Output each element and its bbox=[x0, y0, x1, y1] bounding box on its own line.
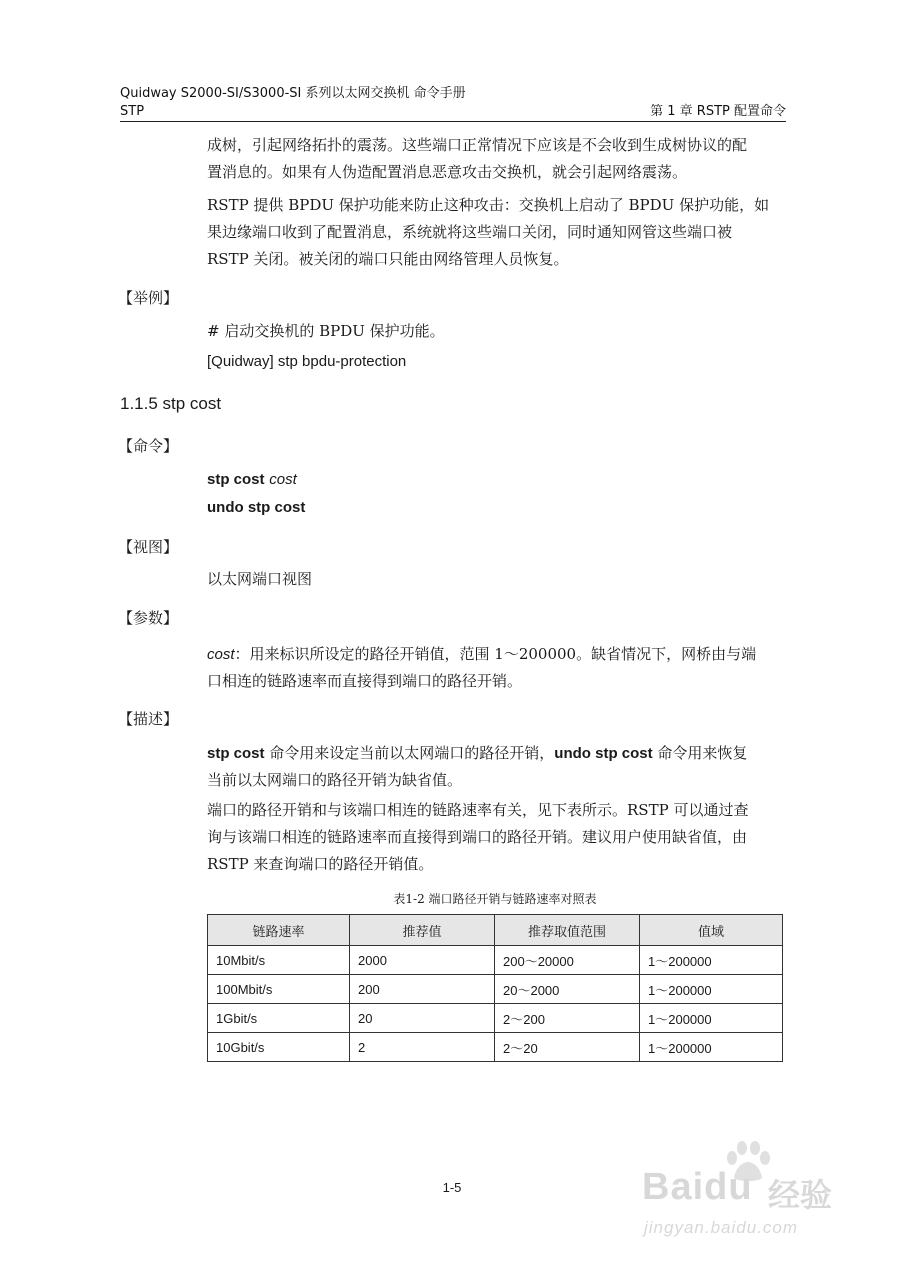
command-syntax-1: stp cost cost bbox=[207, 471, 297, 488]
table-row: 10Gbit/s 2 2～20 1～200000 bbox=[208, 1033, 783, 1062]
description-paragraph-1: stp cost 命令用来设定当前以太网端口的路径开销，undo stp cost 命令用来恢复 当前以太网端口的路径开销为缺省值。 bbox=[207, 744, 748, 789]
table-row: 1Gbit/s 20 2～200 1～200000 bbox=[208, 1004, 783, 1033]
description-paragraph-2: 端口的路径开销和与该端口相连的链路速率有关，见下表所示。RSTP 可以通过查 询与该端口相连的链路速率而直接得到端口的路径开销。建议用户使用缺省值，由 RSTP 来查询端口的路径开销值。 bbox=[207, 801, 749, 873]
intro-paragraph-1: 成树，引起网络拓扑的震荡。这些端口正常情况下应该是不会收到生成树协议的配 置消息的。如果有人伪造配置消息恶意攻击交换机，就会引起网络震荡。 bbox=[207, 136, 748, 181]
table-row: 10Mbit/s 2000 200～20000 1～200000 bbox=[208, 946, 783, 975]
header-recommended-range: 推荐取值范围 bbox=[495, 915, 640, 946]
description-label: 【描述】 bbox=[118, 710, 179, 728]
example-command: [Quidway] stp bpdu-protection bbox=[207, 353, 407, 370]
baidu-watermark bbox=[640, 1140, 870, 1240]
table-caption: 表1-2 端口路径开销与链路速率对照表 bbox=[393, 892, 597, 906]
watermark-url: jingyan.baidu.com bbox=[644, 1218, 799, 1237]
example-label: 【举例】 bbox=[118, 289, 179, 307]
params-label: 【参数】 bbox=[118, 609, 179, 627]
header-link-rate: 链路速率 bbox=[208, 915, 350, 946]
header-value-range: 值域 bbox=[640, 915, 783, 946]
section-label: STP bbox=[120, 104, 145, 119]
page-number: 1-5 bbox=[442, 1180, 462, 1195]
manual-title: Quidway S2000-SI/S3000-SI 系列以太网交换机 命令手册 bbox=[120, 86, 466, 101]
command-syntax-2: undo stp cost bbox=[207, 499, 306, 516]
view-text: 以太网端口视图 bbox=[207, 570, 313, 588]
example-comment: # 启动交换机的 BPDU 保护功能。 bbox=[207, 322, 445, 340]
command-label: 【命令】 bbox=[118, 437, 179, 455]
chapter-title: 第 1 章 RSTP 配置命令 bbox=[650, 104, 786, 119]
header-recommended: 推荐值 bbox=[350, 915, 495, 946]
header-rule bbox=[120, 121, 786, 122]
table-row: 100Mbit/s 200 20～2000 1～200000 bbox=[208, 975, 783, 1004]
watermark-brand-cn: 经验 bbox=[768, 1176, 833, 1214]
view-label: 【视图】 bbox=[118, 538, 179, 556]
table-header-row bbox=[208, 915, 783, 946]
path-cost-table bbox=[207, 914, 783, 1062]
intro-paragraph-2: RSTP 提供 BPDU 保护功能来防止这种攻击：交换机上启动了 BPDU 保护功能，如 果边缘端口收到了配置消息，系统就将这些端口关闭，同时通知网管这些端口被 RSTP 关闭。被关闭的端口只能由网络管理人员恢复。 bbox=[207, 196, 770, 268]
section-heading: 1.1.5 stp cost bbox=[120, 394, 222, 413]
watermark-brand: Baidu bbox=[642, 1166, 753, 1208]
params-text: cost：用来标识所设定的路径开销值，范围 1～200000。缺省情况下，网桥由与端 口相连的链路速率而直接得到端口的路径开销。 bbox=[207, 645, 757, 690]
